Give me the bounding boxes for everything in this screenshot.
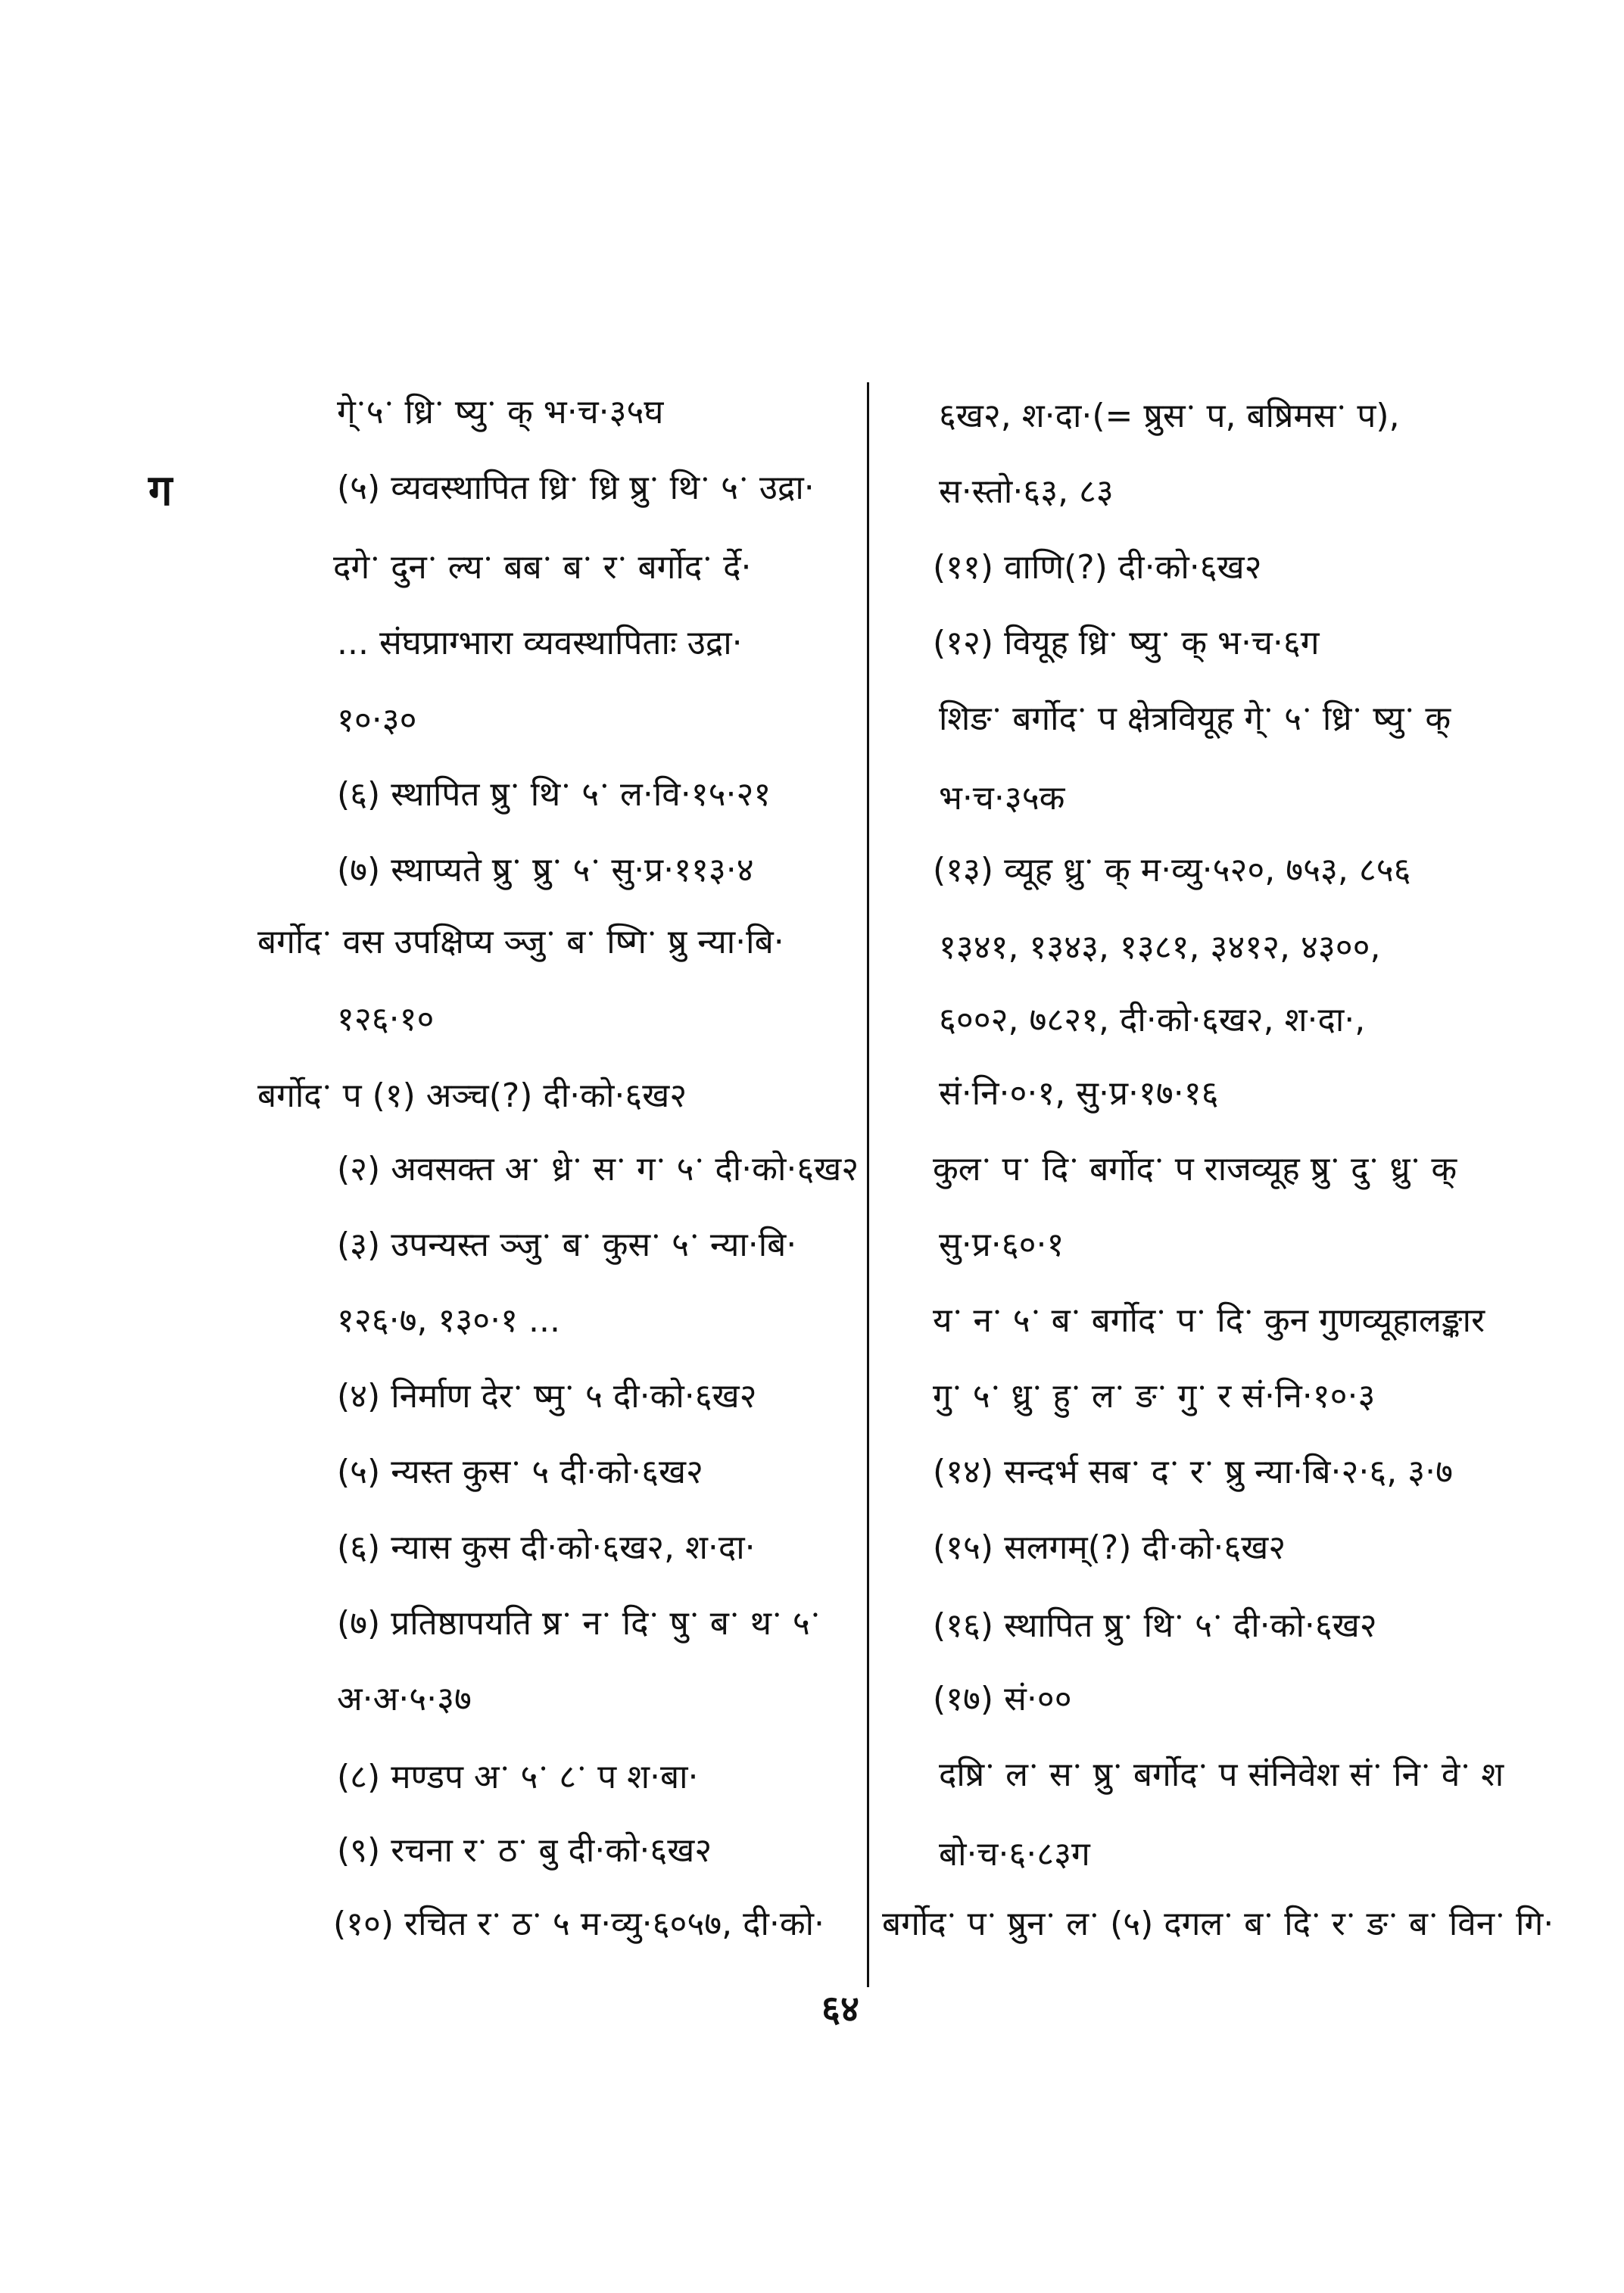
left-column-line: अ·अ·५·३७ — [337, 1680, 472, 1718]
left-column-line: (८) मण्डप अॱ ५ॱ ८ॱ प श·बा· — [337, 1758, 699, 1796]
right-column-line: बर्गोदॱ पॱ ष्रुनॱ लॱ (५) दगलॱ बॱ दिॱ रॱ ङॱ बॱ विनॱ गि· — [882, 1905, 1554, 1943]
right-column-line: (१४) सन्दर्भ सबॱ दॱ रॱ ष्रु न्या·बि·२·६, ३·७ — [933, 1453, 1454, 1491]
left-column-line: १२६·१० — [337, 1000, 435, 1039]
left-column-line: १०·३० — [337, 701, 417, 740]
left-column-line: (९) रचना रॱ ठॱ बु दी·को·६ख२ — [337, 1831, 712, 1870]
left-column-line: (४) निर्माण देरॱ ष्मुॱ ५ दी·को·६ख२ — [337, 1377, 757, 1416]
right-column-line: (१७) सं·०० — [933, 1680, 1072, 1718]
right-column-line: ६००२, ७८२१, दी·को·६ख२, श·दा·, — [939, 1001, 1366, 1039]
right-column-line: (११) वाणि(?) दी·को·६ख२ — [933, 548, 1262, 587]
right-column-line: शिङॱ बर्गोदॱ प क्षेत्रवियूह गे्ॱ ५ॱ ध्रिॱ ष्युॱ क् — [939, 699, 1451, 738]
left-column-line: गे्ॱ५ॱ ध्रिॱ ष्युॱ क् भ·च·३५घ — [337, 393, 664, 431]
right-column-line: कुलॱ पॱ दिॱ बर्गोदॱ प राजव्यूह ष्रुॱ दुॱ ध्रुॱ क् — [933, 1150, 1457, 1189]
left-column-line: (५) व्यवस्थापित ध्रिॱ ध्रि ष्रुॱ थिॱ ५ॱ उद्रा· — [337, 469, 815, 507]
left-column-line: (१०) रचित रॱ ठॱ ५ म·व्यु·६०५७, दी·को· — [333, 1905, 825, 1943]
right-column-line: ६ख२, श·दा·(= ष्रुसॱ प, बष्रिमसॱ प), — [939, 397, 1400, 435]
page-number: ६४ — [821, 1988, 859, 2030]
right-column-line: सं·नि·०·१, सु·प्र·१७·१६ — [939, 1074, 1219, 1113]
right-column-line: गुॱ ५ॱ ध्रुॱ हुॱ लॱ ङॱ गुॱ र सं·नि·१०·३ — [933, 1377, 1376, 1416]
column-divider — [867, 382, 869, 1987]
left-column-line: ... संघप्राग्भारा व्यवस्थापिताः उद्रा· — [337, 624, 743, 662]
right-column-line: स·स्तो·६३, ८३ — [939, 472, 1114, 511]
left-column-line: दगेॱ दुनॱ ल्यॱ बबॱ बॱ रॱ बर्गोदॱ र्दे· — [333, 548, 752, 587]
left-column-line: (५) न्यस्त कुसॱ ५ दी·को·६ख२ — [337, 1453, 703, 1491]
right-column-line: (१५) सलगम्(?) दी·को·६ख२ — [933, 1528, 1286, 1567]
left-column-line: बर्गोदॱ वस उपक्षिप्य ञ्जुॱ बॱ ष्गिॱ ष्रु न्या·बि· — [257, 923, 784, 961]
right-column-line: १३४१, १३४३, १३८१, ३४१२, ४३००, — [939, 928, 1381, 967]
right-column-line: सु·प्र·६०·१ — [939, 1226, 1064, 1264]
right-column-line: यॱ नॱ ५ॱ बॱ बर्गोदॱ पॱ दिॱ कुन गुणव्यूहालङ्कार — [933, 1301, 1485, 1340]
left-column-line: (६) स्थापित ष्रुॱ थिॱ ५ॱ ल·वि·१५·२१ — [337, 775, 771, 814]
left-column-line: (६) न्यास कुस दी·को·६ख२, श·दा· — [337, 1528, 756, 1567]
right-column-line: (१२) वियूह ध्रिॱ ष्युॱ क् भ·च·६ग — [933, 624, 1320, 662]
right-column-line: भ·च·३५क — [939, 779, 1065, 818]
left-column-line: (३) उपन्यस्त ञ्जुॱ बॱ कुसॱ ५ॱ न्या·बि· — [337, 1226, 797, 1264]
left-column-line: (२) अवसक्त अॱ ध्रेॱ सॱ गॱ ५ॱ दी·को·६ख२ — [337, 1150, 859, 1189]
left-column-line: (७) स्थाप्यते ष्रुॱ ष्रुॱ ५ॱ सु·प्र·११३·४ — [337, 851, 754, 889]
right-column-line: (१३) व्यूह ध्रुॱ क् म·व्यु·५२०, ७५३, ८५६ — [933, 851, 1411, 889]
right-column-line: दष्रिॱ लॱ सॱ ष्रुॱ बर्गोदॱ प संनिवेश संॱ निॱ वेॱ श — [939, 1756, 1504, 1794]
right-column-line: (१६) स्थापित ष्रुॱ थिॱ ५ॱ दी·को·६ख२ — [933, 1606, 1377, 1645]
left-column-line: बर्गोदॱ प (१) अञ्च(?) दी·को·६ख२ — [257, 1076, 687, 1115]
right-column-line: बो·च·६·८३ग — [939, 1835, 1090, 1874]
left-column-line: १२६·७, १३०·१ ... — [337, 1301, 560, 1340]
margin-letter-mark: ग — [148, 466, 171, 516]
left-column-line: (७) प्रतिष्ठापयति ष्रॱ नॱ दिॱ षुॱ बॱ थॱ ५ॱ — [337, 1604, 821, 1643]
